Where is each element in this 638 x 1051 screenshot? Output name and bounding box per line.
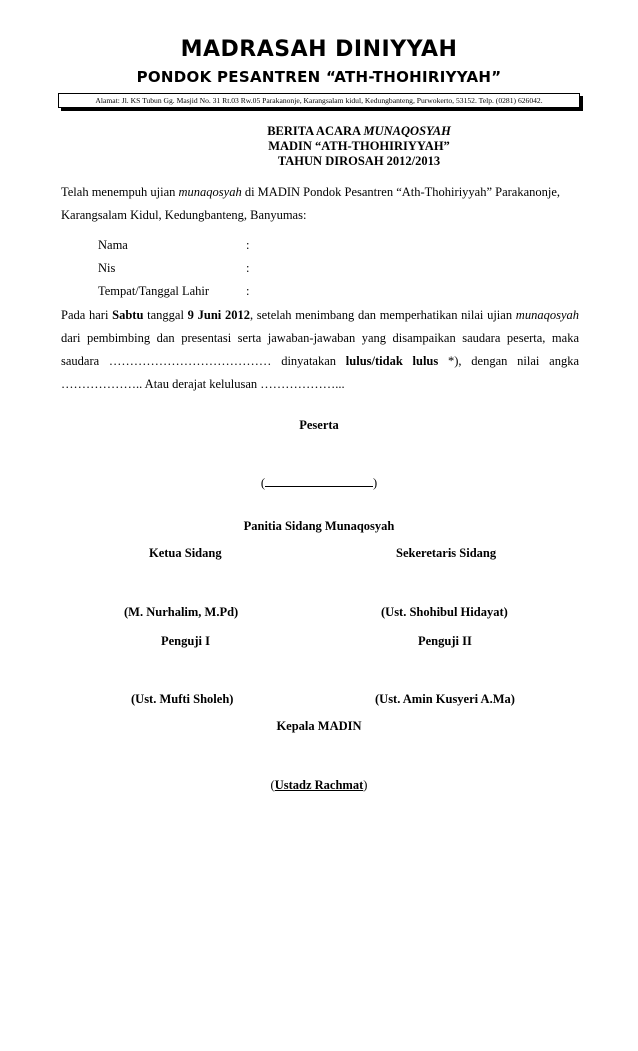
kepala-name: Ustadz Rachmat — [274, 778, 364, 792]
field-label-nama: Nama — [98, 238, 128, 252]
school-title: MADRASAH DINIYYAH — [180, 37, 458, 62]
field-colon-nama: : — [246, 238, 250, 252]
panitia-label: Panitia Sidang Munaqosyah — [243, 519, 395, 533]
school-subtitle: PONDOK PESANTREN “ATH-THOHIRIYYAH” — [136, 68, 502, 86]
penguji2-label: Penguji II — [418, 634, 472, 648]
kepala-label: Kepala MADIN — [276, 719, 362, 733]
ketua-label: Ketua Sidang — [149, 546, 222, 560]
doc-heading-line1: BERITA ACARA MUNAQOSYAH — [267, 124, 451, 138]
statement-paragraph: Pada hari Sabtu tanggal 9 Juni 2012, setelah menimbang dan memperhatikan nilai ujian munaqosyah dari pembimbing dan presentasi serta jawaban-jawaban yang disampaikan saudara peserta, maka saudara ………………………………… dinyatakan lulus/tidak lulus *), dengan nilai angka ……………….. Atau derajat kelulusan ………………... — [61, 308, 579, 391]
peserta-signature-line — [265, 476, 373, 487]
peserta-label: Peserta — [299, 418, 339, 432]
ketua-name: (M. Nurhalim, M.Pd) — [124, 605, 239, 619]
sekretaris-name: (Ust. Shohibul Hidayat) — [381, 605, 508, 619]
peserta-signature: ( ) — [260, 476, 378, 490]
field-colon-ttl: : — [246, 284, 250, 298]
intro-paragraph: Telah menempuh ujian munaqosyah di MADIN Pondok Pesantren “Ath-Thohiriyyah” Parakanonje, Karangsalam Kidul, Kedungbanteng, Banyumas: — [61, 185, 561, 222]
kepala-signature: (Ustadz Rachmat) — [270, 778, 368, 792]
field-label-nis: Nis — [98, 261, 116, 275]
penguji2-name: (Ust. Amin Kusyeri A.Ma) — [375, 692, 515, 706]
doc-heading-line2: MADIN “ATH-THOHIRIYYAH” — [268, 139, 450, 153]
doc-heading-line3: TAHUN DIROSAH 2012/2013 — [277, 154, 441, 168]
address-box: Alamat: Jl. KS Tubun Gg. Masjid No. 31 Rt.03 Rw.05 Parakanonje, Karangsalam kidul, Kedungbanteng, Purwokerto, 53152. Telp. (0281) 626042. — [58, 93, 580, 108]
penguji1-label: Penguji I — [161, 634, 210, 648]
sekretaris-label: Sekeretaris Sidang — [396, 546, 497, 560]
penguji1-name: (Ust. Mufti Sholeh) — [131, 692, 234, 706]
field-colon-nis: : — [246, 261, 250, 275]
field-label-ttl: Tempat/Tanggal Lahir — [98, 284, 210, 298]
